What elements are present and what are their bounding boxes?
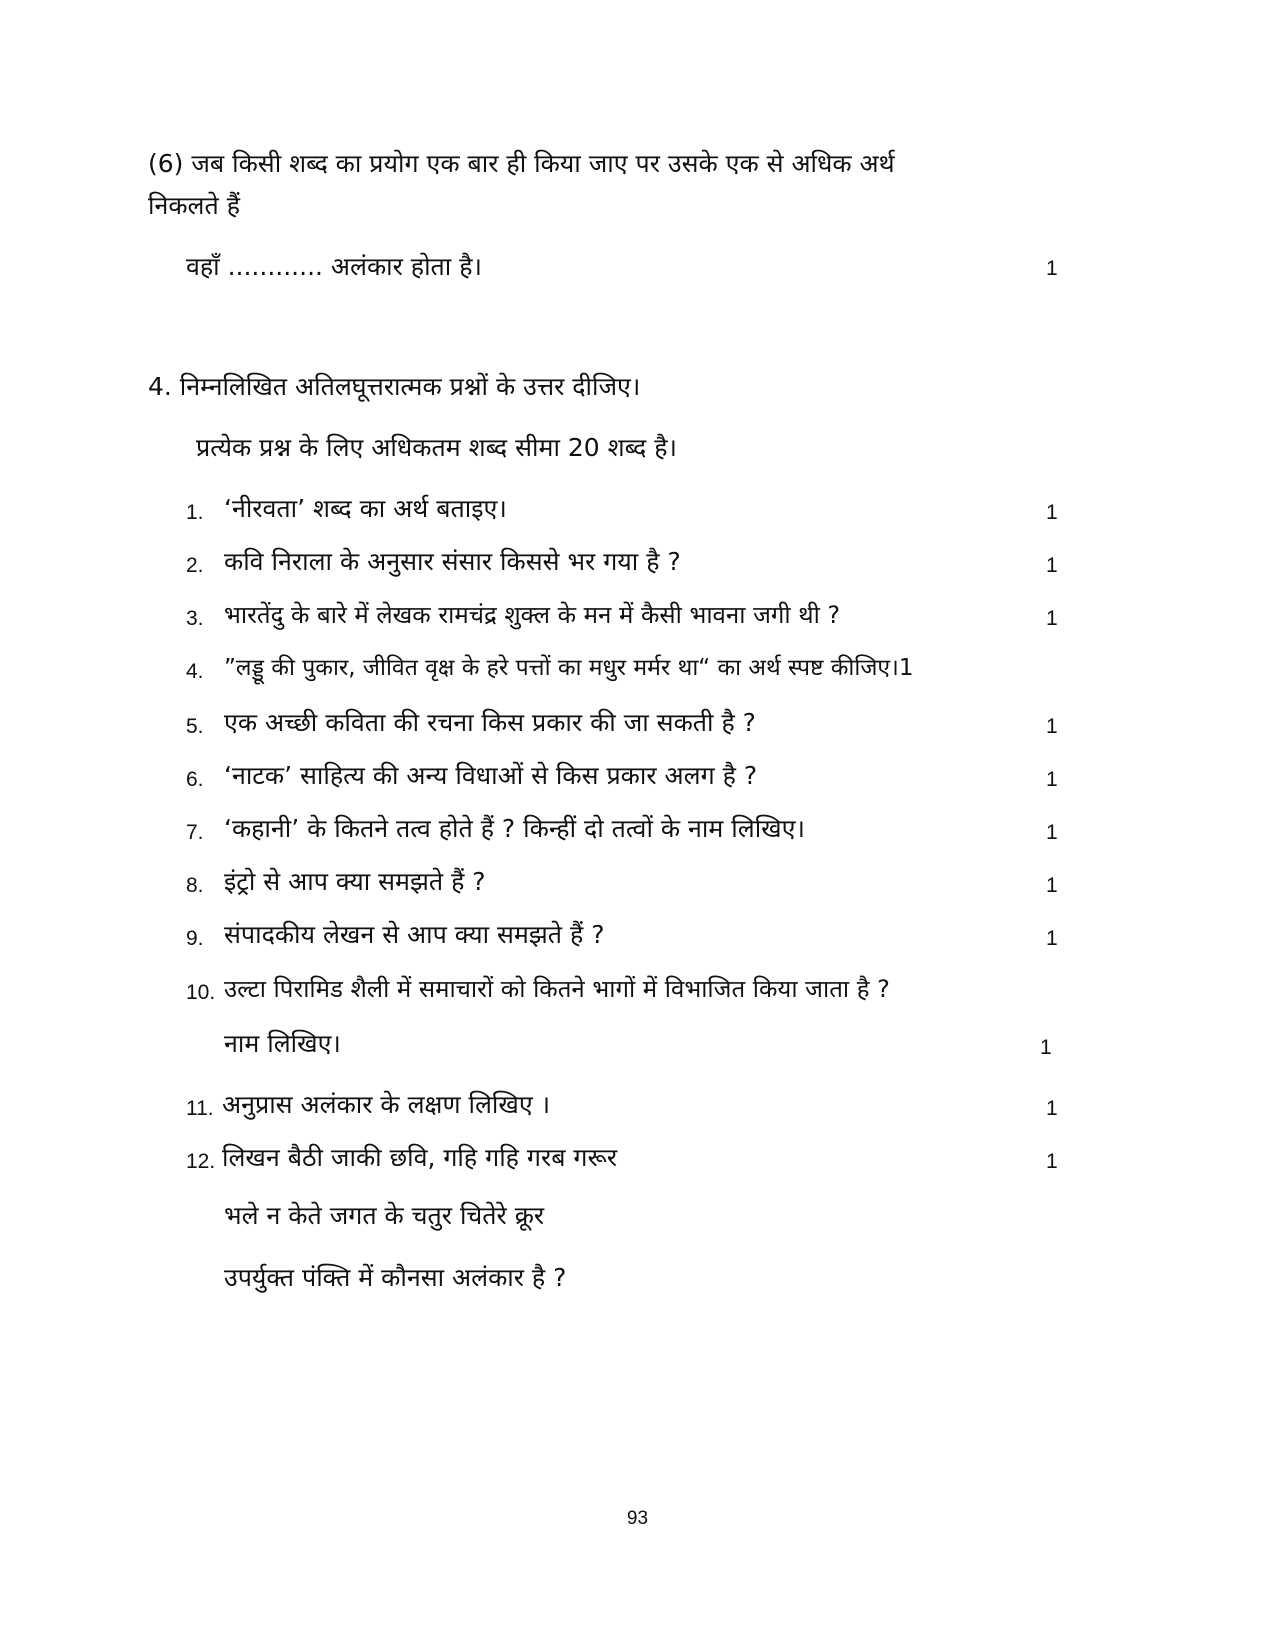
q6-line-2: निकलते हैं <box>148 191 240 220</box>
question-number: 1. <box>186 501 204 524</box>
question-text: संपादकीय लेखन से आप क्या समझते हैं ? <box>224 920 605 949</box>
question-mark: 1 <box>1046 554 1058 577</box>
question-text: कवि निराला के अनुसार संसार किससे भर गया है ? <box>224 547 681 576</box>
question-mark: 1 <box>1046 874 1058 897</box>
question-mark: 1 <box>1046 715 1058 738</box>
question-mark: 1 <box>1040 1036 1052 1059</box>
question-number: 11. <box>186 1097 214 1120</box>
question-number: 10. <box>186 981 216 1004</box>
question-number: 2. <box>186 554 204 577</box>
question-number: 12. <box>186 1150 216 1173</box>
question-mark: 1 <box>1046 501 1058 524</box>
question-text: लिखन बैठी जाकी छवि, गहि गहि गरब गरूर <box>222 1143 618 1172</box>
question-text: एक अच्छी कविता की रचना किस प्रकार की जा सकती है ? <box>224 708 756 737</box>
section-4-heading: 4. निम्नलिखित अतिलघूत्तरात्मक प्रश्नों के उत्तर दीजिए। <box>148 372 641 401</box>
question-text: इंट्रो से आप क्या समझते हैं ? <box>224 867 486 896</box>
question-number: 7. <box>186 821 204 844</box>
question-text: भारतेंदु के बारे में लेखक रामचंद्र शुक्ल के मन में कैसी भावना जगी थी ? <box>224 601 841 629</box>
question-text: ”लड्डू की पुकार, जीवित वृक्ष के हरे पत्तों का मधुर मर्मर था“ का अर्थ स्पष्ट कीजिए।1 <box>224 655 914 681</box>
q6-mark: 1 <box>1046 257 1058 280</box>
question-mark: 1 <box>1046 821 1058 844</box>
question-text: अनुप्रास अलंकार के लक्षण लिखिए । <box>222 1090 551 1119</box>
question-number: 3. <box>186 607 204 630</box>
question-mark: 1 <box>1046 1150 1058 1173</box>
section-4-instruction: प्रत्येक प्रश्न के लिए अधिकतम शब्द सीमा 20 शब्द है। <box>196 433 677 462</box>
question-text: ‘नाटक’ साहित्य की अन्य विधाओं से किस प्रकार अलग है ? <box>224 761 758 790</box>
question-number: 5. <box>186 715 204 738</box>
question-mark: 1 <box>1046 768 1058 791</box>
question-text: उल्टा पिरामिड शैली में समाचारों को कितने भागों में विभाजित किया जाता है ? <box>224 975 890 1003</box>
q6-line-3: वहाँ ............ अलंकार होता है। <box>186 252 482 281</box>
question-number: 8. <box>186 874 204 897</box>
question-mark: 1 <box>1046 607 1058 630</box>
question-number: 6. <box>186 768 204 791</box>
q6-line-1: (6) जब किसी शब्द का प्रयोग एक बार ही किया जाए पर उसके एक से अधिक अर्थ <box>148 149 895 178</box>
question-text-continuation: भले न केते जगत के चतुर चितेरे क्रूर <box>224 1201 545 1230</box>
question-number: 9. <box>186 927 204 950</box>
question-number: 4. <box>186 660 204 683</box>
question-text: ‘कहानी’ के कितने तत्व होते हैं ? किन्हीं दो तत्वों के नाम लिखिए। <box>224 814 805 843</box>
question-text-continuation: उपर्युक्त पंक्ति में कौनसा अलंकार है ? <box>224 1263 567 1292</box>
question-mark: 1 <box>1046 1097 1058 1120</box>
question-mark: 1 <box>1046 927 1058 950</box>
page-number: 93 <box>626 1508 649 1529</box>
question-text: ‘नीरवता’ शब्द का अर्थ बताइए। <box>224 494 507 523</box>
question-text-continuation: नाम लिखिए। <box>224 1029 341 1058</box>
